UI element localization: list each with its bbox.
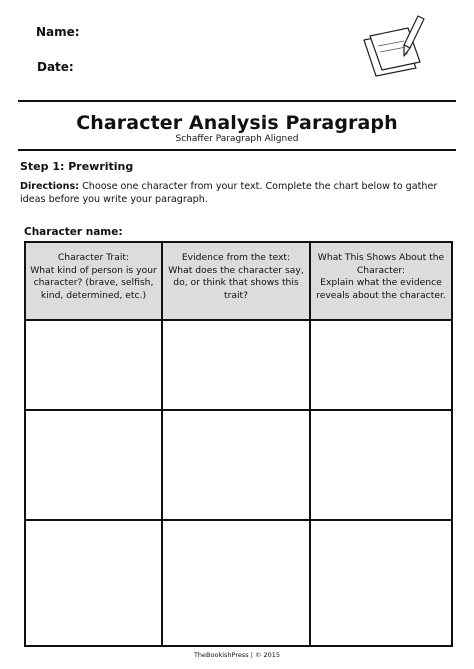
table-row bbox=[25, 520, 452, 646]
directions-text bbox=[20, 180, 460, 206]
paper-pencil-icon bbox=[356, 10, 442, 82]
column-header-evidence bbox=[162, 242, 310, 320]
table-row bbox=[25, 320, 452, 410]
table-row bbox=[25, 410, 452, 520]
trait-cell[interactable] bbox=[25, 320, 162, 410]
column-description: What does the character say, do, or think that shows this trait? bbox=[168, 264, 304, 301]
character-name-label: Character name: bbox=[24, 226, 123, 238]
evidence-cell[interactable] bbox=[162, 520, 310, 646]
top-rule bbox=[18, 100, 456, 102]
shows-cell[interactable] bbox=[310, 410, 452, 520]
shows-cell[interactable] bbox=[310, 320, 452, 410]
chart-header-row bbox=[25, 242, 452, 320]
name-label: Name: bbox=[36, 25, 80, 39]
evidence-cell[interactable] bbox=[162, 410, 310, 520]
character-chart bbox=[24, 241, 453, 647]
column-header-shows bbox=[310, 242, 452, 320]
column-title: Evidence from the text: bbox=[181, 252, 291, 263]
column-title: Character Trait: bbox=[57, 252, 130, 263]
evidence-cell[interactable] bbox=[162, 320, 310, 410]
title-rule bbox=[18, 149, 456, 151]
shows-cell[interactable] bbox=[310, 520, 452, 646]
step-heading: Step 1: Prewriting bbox=[20, 160, 134, 173]
column-header-trait bbox=[25, 242, 162, 320]
column-description: Explain what the evidence reveals about the character. bbox=[316, 277, 446, 301]
column-title: What This Shows About the Character: bbox=[317, 252, 445, 276]
trait-cell[interactable] bbox=[25, 410, 162, 520]
column-description: What kind of person is your character? (brave, selfish, kind, determined, etc.) bbox=[30, 264, 157, 301]
directions-body: Choose one character from your text. Complete the chart below to gather ideas before you write your paragraph. bbox=[20, 181, 438, 205]
page-title: Character Analysis Paragraph bbox=[76, 112, 398, 134]
page-subtitle: Schaffer Paragraph Aligned bbox=[175, 134, 299, 144]
footer-credit: TheBookishPress | © 2015 bbox=[193, 651, 281, 659]
directions-label: Directions: bbox=[20, 181, 80, 192]
date-label: Date: bbox=[37, 60, 74, 74]
trait-cell[interactable] bbox=[25, 520, 162, 646]
